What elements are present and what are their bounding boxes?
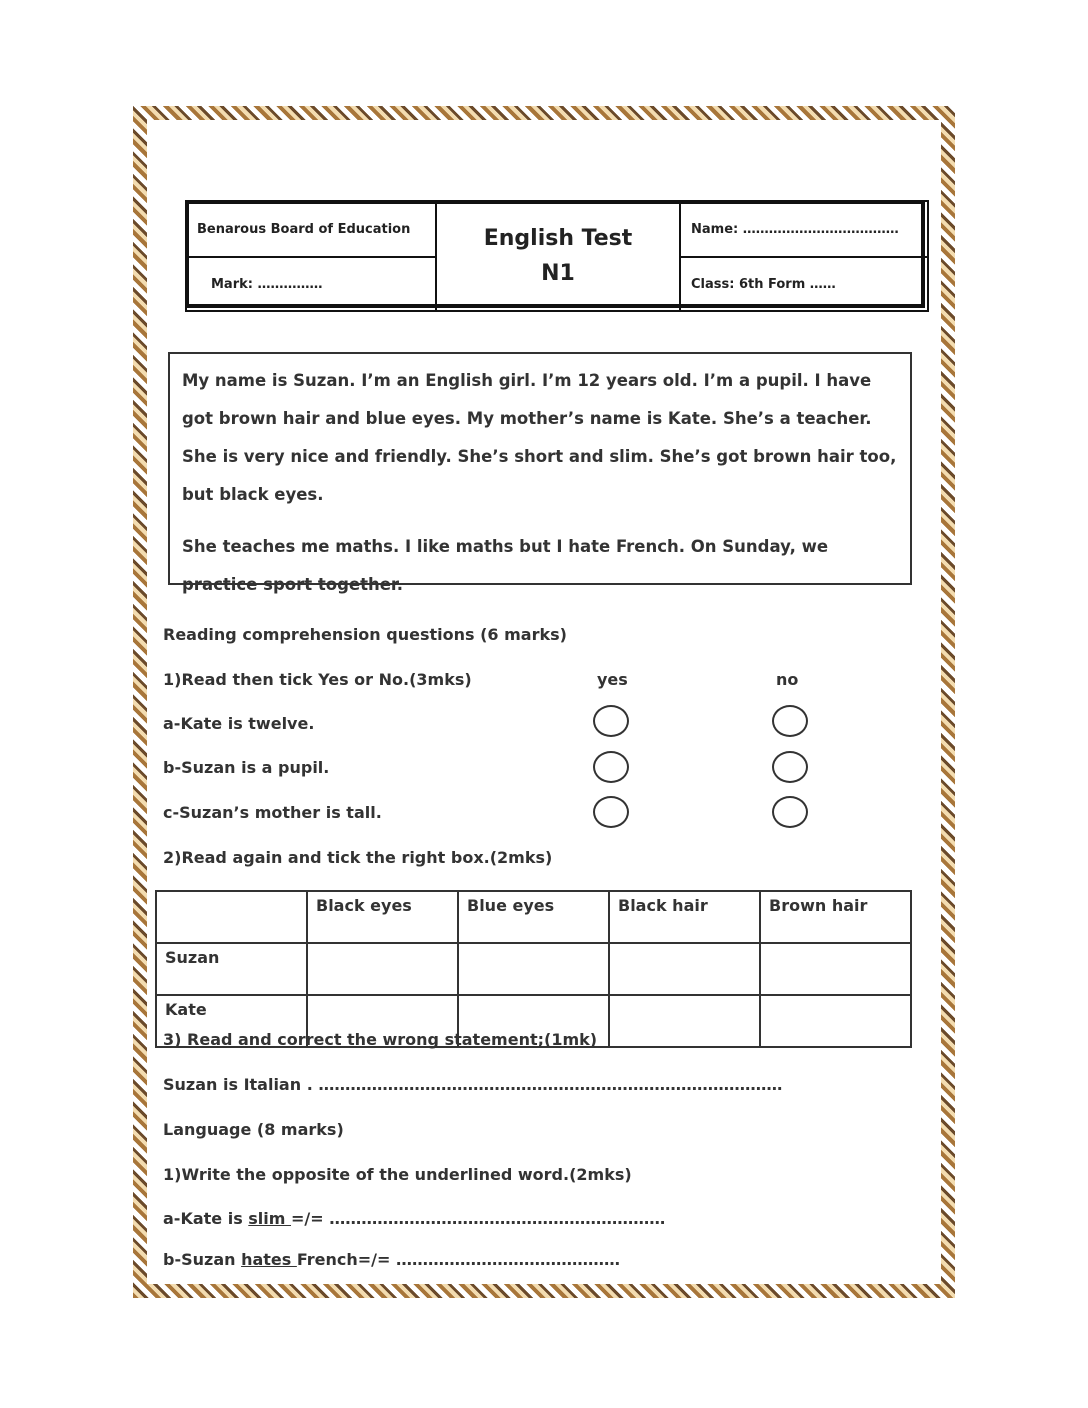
no-header: no [776, 670, 799, 689]
yes-radio[interactable] [593, 796, 629, 828]
answer-blank: =/= ……………………………………………………… [291, 1209, 666, 1228]
test-title: English Test [483, 226, 633, 251]
tick-cell[interactable] [307, 943, 458, 995]
question-2: 2)Read again and tick the right box.(2mks) [163, 848, 553, 867]
tf-item: c-Suzan’s mother is tall. [163, 803, 382, 822]
yes-radio[interactable] [593, 751, 629, 783]
item-text: b-Suzan [163, 1250, 242, 1269]
class-field: Class: 6th Form …… [691, 276, 836, 292]
mark-field: Mark: …………… [211, 276, 323, 292]
name-field: Name: ……………………………… [691, 221, 899, 237]
reading-section-title: Reading comprehension questions (6 marks) [163, 625, 567, 644]
tick-cell[interactable] [760, 995, 911, 1047]
no-radio[interactable] [772, 751, 808, 783]
tick-cell[interactable] [609, 995, 760, 1047]
no-radio[interactable] [772, 796, 808, 828]
row-label: Suzan [156, 943, 307, 995]
table-header: Blue eyes [458, 891, 609, 943]
tick-cell[interactable] [458, 943, 609, 995]
table-header: Black eyes [307, 891, 458, 943]
table-header [156, 891, 307, 943]
board-name: Benarous Board of Education [197, 221, 411, 237]
tick-cell[interactable] [609, 943, 760, 995]
opposite-item-b[interactable] [163, 1250, 620, 1269]
language-question-1: 1)Write the opposite of the underlined word.(2mks) [163, 1165, 632, 1184]
test-number: N1 [541, 261, 575, 286]
question-1: 1)Read then tick Yes or No.(3mks) [163, 670, 472, 689]
tf-item: b-Suzan is a pupil. [163, 758, 330, 777]
item-text: a-Kate is [163, 1209, 249, 1228]
underlined-word: hates [241, 1250, 297, 1269]
correction-item[interactable]: Suzan is Italian . …………………………………………………………………………… [163, 1075, 783, 1094]
answer-blank: French=/= …………………………………… [296, 1250, 620, 1269]
tf-item: a-Kate is twelve. [163, 714, 315, 733]
tick-cell[interactable] [760, 943, 911, 995]
title-cell [435, 200, 681, 312]
no-radio[interactable] [772, 705, 808, 737]
name-cell [679, 200, 929, 258]
mark-cell [185, 256, 437, 312]
table-row [156, 943, 911, 995]
opposite-item-a[interactable] [163, 1209, 665, 1228]
passage-paragraph: My name is Suzan. I’m an English girl. I’m 12 years old. I’m a pupil. I have got brown hair and blue eyes. My mother’s name is Kate. She’s a teacher. She is very nice and friendly. She’s short and slim. She’s got brown hair too, but black eyes. [182, 371, 897, 504]
header-table [185, 200, 925, 308]
table-header: Brown hair [760, 891, 911, 943]
table-header: Black hair [609, 891, 760, 943]
row-label: Kate [156, 995, 307, 1047]
tick-table [155, 890, 912, 1048]
passage-paragraph: She teaches me maths. I like maths but I hate French. On Sunday, we practice sport together. [182, 537, 829, 594]
class-cell [679, 256, 929, 312]
board-cell [185, 200, 437, 258]
yes-radio[interactable] [593, 705, 629, 737]
underlined-word: slim [248, 1209, 292, 1228]
reading-passage [168, 352, 912, 594]
language-section-title: Language (8 marks) [163, 1120, 344, 1139]
table-header-row [156, 891, 911, 943]
question-3: 3) Read and correct the wrong statement;(1mk) [163, 1030, 598, 1049]
yes-header: yes [597, 670, 628, 689]
